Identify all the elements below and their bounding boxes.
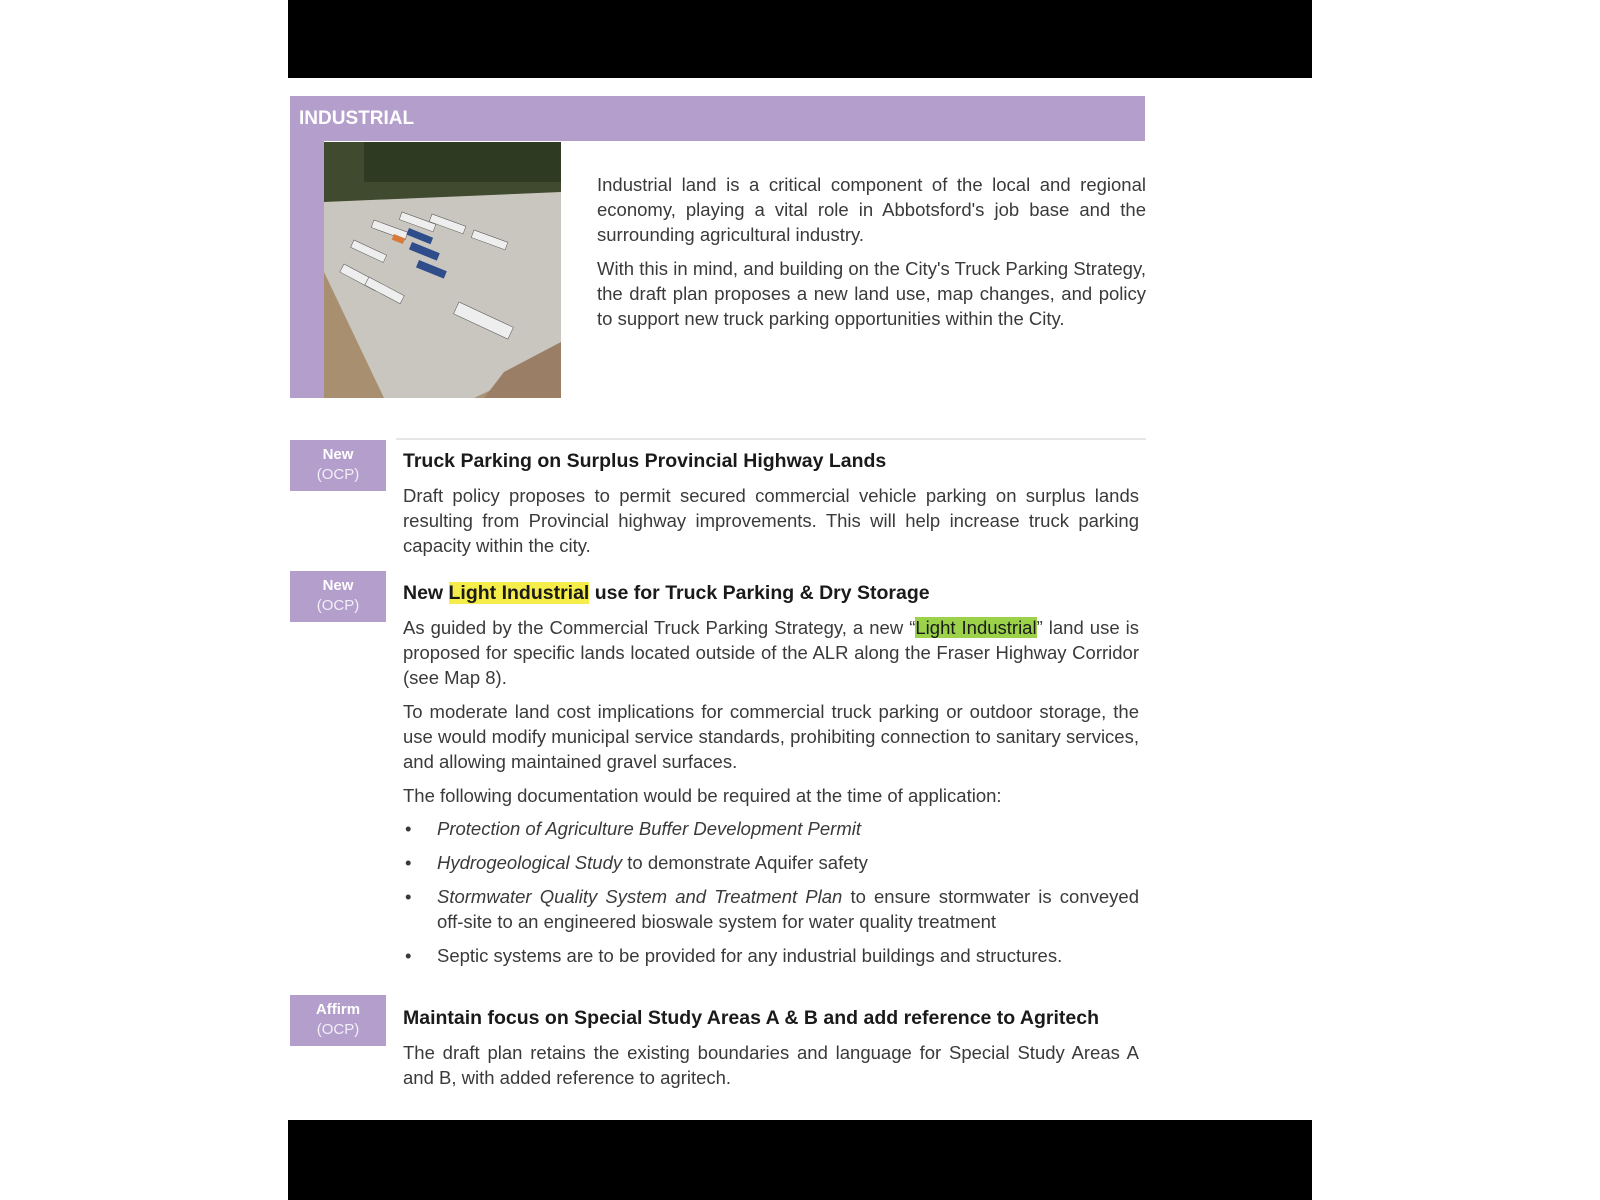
list-item-text: to ensure stormwater is conveyed off-site to an engineered bioswale system for water quality treatment — [437, 886, 1139, 932]
list-item-text: Septic systems are to be provided for any industrial buildings and structures. — [437, 945, 1063, 966]
bullet-icon: • — [405, 818, 412, 839]
list-item — [403, 816, 1139, 841]
policy-body: The draft plan retains the existing boundaries and language for Special Study Areas A and B, with added reference to agritech. — [403, 1042, 1139, 1088]
badge-label: Affirm — [315, 1001, 361, 1018]
badge-new-ocp-1 — [290, 440, 386, 491]
list-item — [403, 943, 1139, 968]
list-item — [403, 850, 1139, 875]
bullet-icon: • — [405, 945, 412, 966]
policy-paragraph-2: To moderate land cost implications for commercial truck parking or outdoor storage, the use would modify municipal service standards, prohibiting connection to sanitary services, and allowing maintained gravel surfaces. — [403, 701, 1139, 772]
list-item-text: to demonstrate Aquifer safety — [622, 852, 868, 873]
policy-heading — [403, 580, 1139, 606]
policy-paragraph-3: The following documentation would be required at the time of application: — [403, 785, 1002, 806]
top-black-bar — [288, 0, 1312, 78]
truck-parking-photo — [324, 142, 561, 398]
intro-paragraph-2: With this in mind, and building on the City's Truck Parking Strategy, the draft plan proposes a new land use, map changes, and policy to support new truck parking opportunities within the City. — [597, 258, 1146, 329]
policy-block-special-study-areas — [403, 1005, 1139, 1090]
bottom-black-bar — [288, 1120, 1312, 1200]
badge-affirm-ocp — [290, 995, 386, 1046]
heading-text: New — [403, 582, 449, 604]
section-divider — [396, 438, 1146, 440]
policy-body: Draft policy proposes to permit secured commercial vehicle parking on surplus lands resulting from Provincial highway improvements. This will help increase truck parking capacity within the city. — [403, 485, 1139, 556]
truck-parking-illustration — [324, 142, 561, 398]
policy-block-light-industrial — [403, 580, 1139, 977]
list-item-italic: Protection of Agriculture Buffer Development Permit — [437, 818, 861, 839]
bullet-icon: • — [405, 852, 412, 873]
section-header — [290, 96, 1145, 141]
badge-sublabel: (OCP) — [316, 466, 360, 483]
requirements-list — [403, 816, 1139, 968]
bullet-icon: • — [405, 886, 412, 907]
paragraph-text: As guided by the Commercial Truck Parking Strategy, a new “ — [403, 617, 916, 638]
policy-block-truck-parking-highway — [403, 448, 1139, 558]
heading-text: use for Truck Parking & Dry Storage — [589, 582, 930, 604]
heading-highlight: Light Industrial — [448, 582, 590, 604]
section-title: INDUSTRIAL — [299, 108, 415, 129]
badge-label: New — [322, 446, 354, 463]
badge-sublabel: (OCP) — [316, 1021, 360, 1038]
badge-sublabel: (OCP) — [316, 597, 360, 614]
list-item-italic: Hydrogeological Study — [437, 852, 623, 873]
badge-new-ocp-2 — [290, 571, 386, 622]
paragraph-text: ” land use is proposed for specific lands located outside of the ALR along the Fraser Highway Corridor (see Map 8). — [403, 617, 1140, 688]
list-item — [403, 884, 1139, 934]
policy-heading: Maintain focus on Special Study Areas A & B and add reference to Agritech — [403, 1007, 1100, 1029]
list-item-italic: Stormwater Quality System and Treatment Plan — [437, 886, 843, 907]
intro-paragraph-1: Industrial land is a critical component of the local and regional economy, playing a vital role in Abbotsford's job base and the surrounding agricultural industry. — [597, 174, 1146, 245]
policy-heading: Truck Parking on Surplus Provincial Highway Lands — [403, 450, 887, 472]
header-side-strip — [290, 141, 324, 398]
badge-label: New — [322, 577, 354, 594]
policy-paragraph-1 — [403, 615, 1139, 690]
paragraph-highlight: Light Industrial — [915, 617, 1037, 638]
intro-text — [597, 172, 1146, 340]
